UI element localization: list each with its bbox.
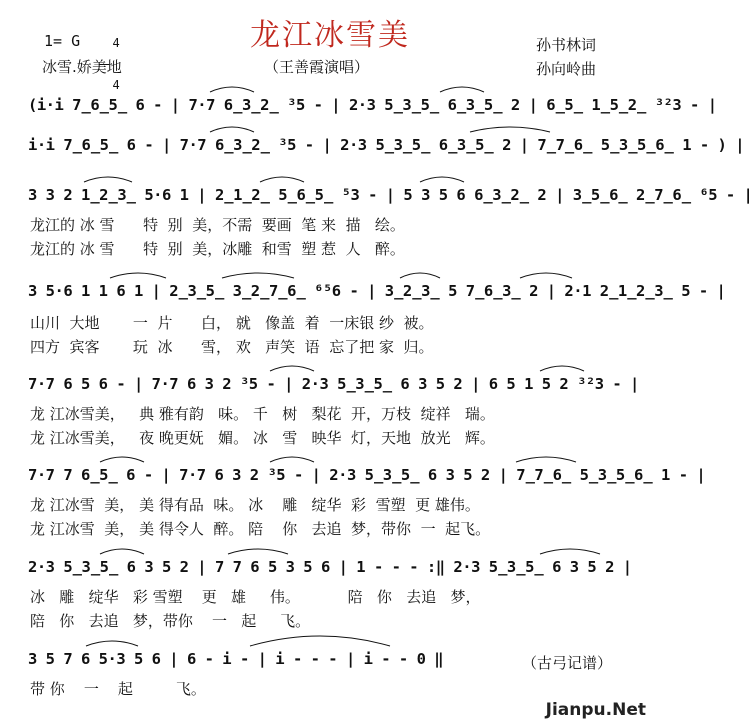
slur <box>400 273 440 278</box>
slur <box>440 87 484 92</box>
time-top: 4 <box>112 36 120 50</box>
lyric-5-verse-2: 龙 江冰雪美， 夜 晚更妩 媚。 冰 雪 映华 灯，天地 放光 辉。 <box>30 429 495 447</box>
score-line-1: (i·i 7̲6̲5̲ 6 - | 7·7 6̲3̲2̲ ³5 - | 2·3 5̲3̲5̲ 6̲3̲5̲ 2 | 6̲5̲ 1̲5̲2̲ ³²3 - | <box>28 96 717 114</box>
slur <box>516 457 576 462</box>
slur <box>250 636 390 646</box>
key-signature: 1= G <box>44 32 81 50</box>
score-line-4: 3 5·6 1 1 6 1 | 2̲3̲5̲ 3̲2̲7̲6̲ ⁶⁵6 - | 3̲2̲3̲ 5 7̲6̲3̲ 2 | 2·1 2̲1̲2̲3̲ 5 - | <box>28 282 726 300</box>
lyric-7-verse-2: 陪 你 去追 梦，带你 一 起 飞。 <box>30 612 311 630</box>
lyric-7-verse-1: 冰 雕 绽华 彩 雪塑 更 雄 伟。 陪 你 去追 梦， <box>30 588 481 606</box>
slur <box>110 273 166 278</box>
slur <box>540 366 584 371</box>
slur <box>540 549 600 554</box>
lyric-4-verse-1: 山川 大地 一 片 白， 就 像盖 着 一床银 纱 被。 <box>30 314 434 332</box>
lyric-8-verse-1: 带 你 一 起 飞。 <box>30 680 206 698</box>
slur <box>100 549 144 554</box>
slur <box>210 87 254 92</box>
slur <box>420 177 464 182</box>
slur <box>470 127 550 132</box>
slur <box>84 177 132 182</box>
lyric-6-verse-2: 龙 江冰雪 美， 美 得令人 醉。 陪 你 去追 梦，带你 一 起飞。 <box>30 520 491 538</box>
lyric-6-verse-1: 龙 江冰雪 美， 美 得有品 味。 冰 雕 绽华 彩 雪塑 更 雄伟。 <box>30 496 480 514</box>
lyric-5-verse-1: 龙 江冰雪美， 典 雅有韵 味。 千 树 梨花 开，万枝 绽祥 瑞。 <box>30 405 495 423</box>
composer-credit: 孙向岭曲 <box>536 60 597 78</box>
slur <box>86 641 138 646</box>
slur <box>260 177 304 182</box>
lyric-4-verse-2: 四方 宾客 玩 冰 雪， 欢 声笑 语 忘了把 家 归。 <box>30 338 434 356</box>
transcriber-note: （古弓记谱） <box>522 654 613 672</box>
slur <box>270 457 314 462</box>
score-line-6: 7·7 7 6̲5̲ 6 - | 7·7 6 3 2 ³5 - | 2·3 5̲3̲5̲ 6 3 5 2 | 7̲7̲6̲ 5̲3̲5̲6̲ 1 - | <box>28 466 706 484</box>
site-watermark: Jianpu.Net <box>545 700 646 720</box>
slur <box>100 457 144 462</box>
slur <box>228 549 288 554</box>
slur <box>520 273 572 278</box>
score-line-3: 3 3 2 1̲2̲3̲ 5·6 1 | 2̲1̲2̲ 5̲6̲5̲ ⁵3 - | 5 3 5 6 6̲3̲2̲ 2 | 3̲5̲6̲ 2̲7̲6̲ ⁶5 - | <box>28 186 752 204</box>
page-title: 龙江冰雪美 <box>250 18 410 53</box>
score-line-8: 3 5 7 6 5·3 5 6 | 6 - i - | i - - - | i - - 0 ‖ <box>28 650 444 668</box>
style-note: 冰雪.娇美地 <box>42 58 122 76</box>
slur <box>210 127 254 132</box>
slur <box>270 366 314 371</box>
score-line-5: 7·7 6 5 6 - | 7·7 6 3 2 ³5 - | 2·3 5̲3̲5̲ 6 3 5 2 | 6 5 1 5 2 ³²3 - | <box>28 375 639 393</box>
singer-credit: （王善霞演唱） <box>264 58 370 76</box>
lyric-3-verse-2: 龙江的 冰 雪 特 别 美，冰雕 和雪 塑 惹 人 醉。 <box>30 240 405 258</box>
score-line-2: i·i 7̲6̲5̲ 6 - | 7·7 6̲3̲2̲ ³5 - | 2·3 5̲3̲5̲ 6̲3̲5̲ 2 | 7̲7̲6̲ 5̲3̲5̲6̲ 1 - ) | <box>28 136 745 154</box>
lyric-3-verse-1: 龙江的 冰 雪 特 别 美，不需 要画 笔 来 描 绘。 <box>30 216 405 234</box>
time-bottom: 4 <box>112 78 120 92</box>
slur <box>222 273 294 278</box>
lyricist-credit: 孙书林词 <box>536 36 597 54</box>
score-line-7: 2·3 5̲3̲5̲ 6 3 5 2 | 7 7 6 5 3 5 6 | 1 - - - :‖ 2·3 5̲3̲5̲ 6 3 5 2 | <box>28 558 632 576</box>
